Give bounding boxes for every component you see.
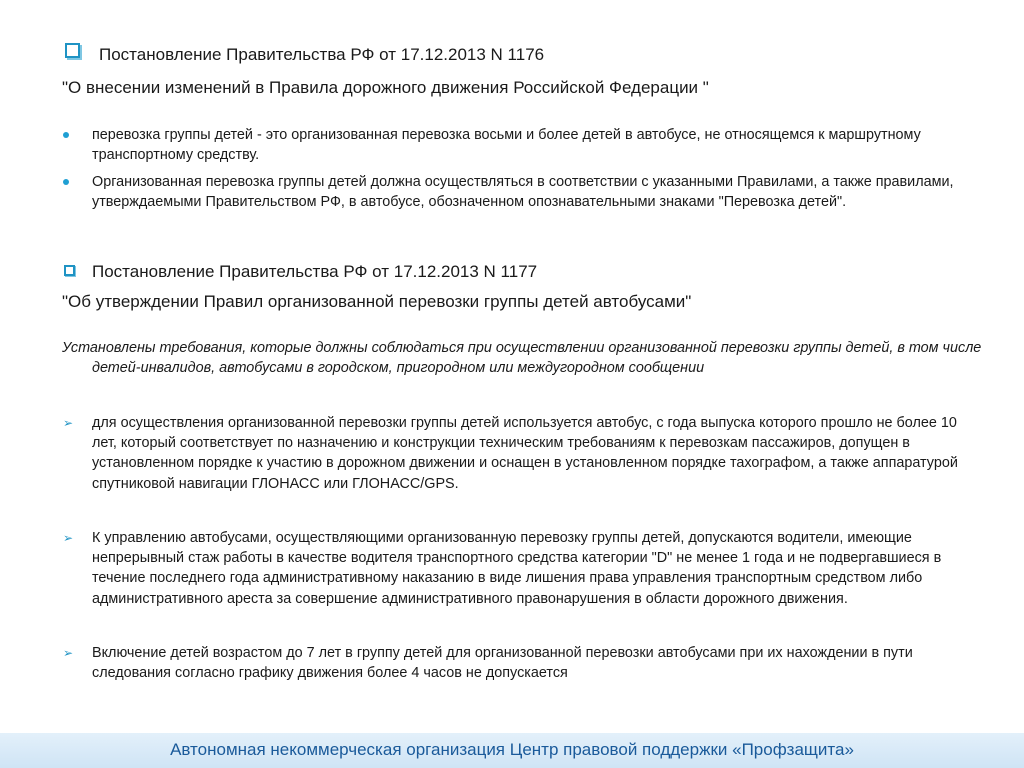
checkbox-square-icon	[64, 265, 75, 276]
section2-bullet-1: для осуществления организованной перевозки группы детей используется автобус, с года выпуска которого прошло не более 10 лет, который соответствует по назначению и конструкции техническим требованиям к перевозкам пассажиров, допущен в установленном порядке к участию в дорожном движении и оснащен в установленном порядке тахографом, а также аппаратурой спутниковой навигации ГЛОНАСС или ГЛОНАСС/GPS.	[92, 415, 958, 492]
footer-text: Автономная некоммерческая организация Центр правовой поддержки «Профзащита»	[170, 740, 854, 759]
section1-decree: Постановление Правительства РФ от 17.12.2013 N 1176	[99, 45, 545, 64]
section2-intro: Установлены требования, которые должны соблюдаться при осуществлении организованной перевозки группы детей, в том числе детей-инвалидов, автобусами в городском, пригородном или междугородном сообщении	[62, 340, 982, 377]
arrow-bullet-icon: ➢	[63, 646, 74, 660]
section2-bullet-2: К управлению автобусами, осуществляющими организованную перевозку группы детей, допускаются водители, имеющие непрерывный стаж работы в качестве водителя транспортного средства категории "D" не менее 1 года и не подвергавшиеся в течение последнего года административному наказанию в виде лишения права управления транспортным средством либо административного ареста за совершение административного правонарушения в области дорожного движения.	[92, 530, 942, 607]
section2-decree: Постановление Правительства РФ от 17.12.2013 N 1177	[92, 262, 538, 281]
bullet-dot-icon	[63, 132, 69, 138]
section1-bullet-2: Организованная перевозка группы детей должна осуществляться в соответствии с указанными Правилами, а также правилами, утверждаемыми Правительством РФ, в автобусе, обозначенном опознавательными знаками "Перевозка детей".	[92, 174, 954, 211]
arrow-bullet-icon: ➢	[63, 416, 74, 430]
checkbox-square-icon	[65, 43, 80, 58]
section2-bullet-3: Включение детей возрастом до 7 лет в группу детей для организованной перевозки автобусами при их нахождении в пути следования согласно графику движения более 4 часов не допускается	[92, 645, 913, 682]
section2-title: "Об утверждении Правил организованной перевозки группы детей автобусами"	[62, 292, 692, 311]
footer-bar	[0, 733, 1024, 768]
bullet-dot-icon	[63, 179, 69, 185]
section1-bullet-1: перевозка группы детей - это организованная перевозка восьми и более детей в автобусе, не относящемся к маршрутному транспортному средству.	[92, 127, 921, 164]
section1-title: "О внесении изменений в Правила дорожного движения Российской Федерации "	[62, 78, 709, 97]
arrow-bullet-icon: ➢	[63, 531, 74, 545]
